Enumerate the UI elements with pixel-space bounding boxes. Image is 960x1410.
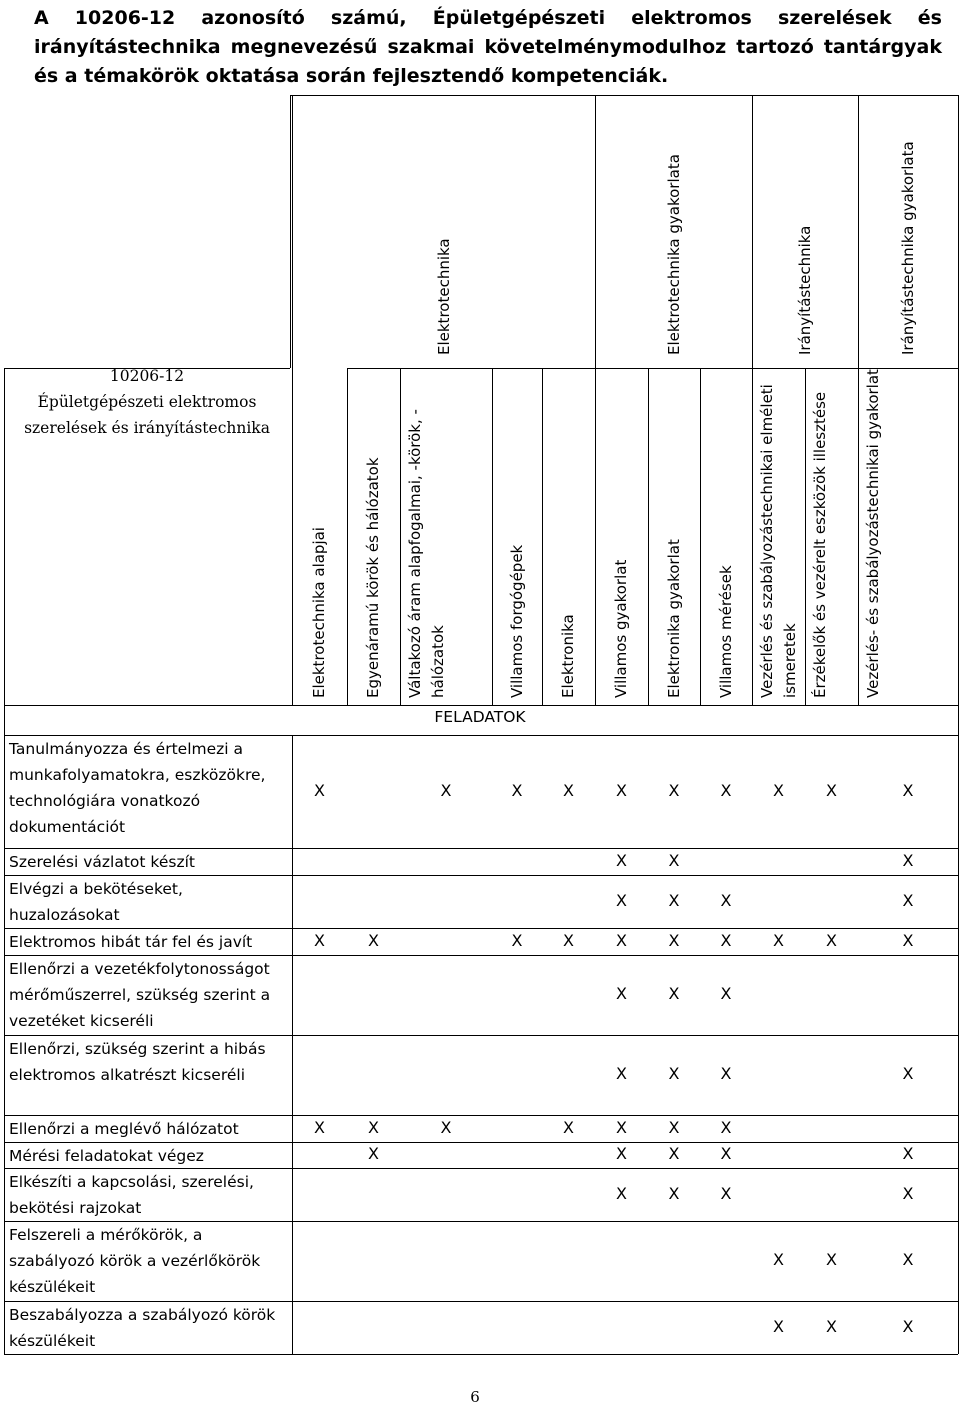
mark-x: X	[720, 930, 732, 950]
subject-label: Irányítástechnika	[796, 225, 814, 355]
mark-x: X	[902, 780, 914, 800]
topic-col-divider	[858, 95, 859, 705]
mark-x: X	[902, 1144, 914, 1163]
mark-x: X	[902, 1183, 914, 1203]
mark-x: X	[616, 930, 627, 950]
module-code: 10206-12	[109, 367, 185, 385]
topic-col-divider	[752, 95, 753, 705]
topic-col-divider	[805, 368, 806, 705]
mark-x: X	[668, 1064, 680, 1083]
module-heading	[4, 363, 290, 441]
header-bottom-border	[4, 705, 958, 706]
topic-label: Villamos gyakorlat	[612, 559, 630, 698]
page-number: 6	[470, 1388, 480, 1406]
topic-label: Villamos forgógépek	[507, 544, 526, 698]
mark-x: X	[563, 930, 574, 950]
task-label: Elvégzi a bekötéseket, huzalozásokat	[9, 880, 183, 924]
mark-x: X	[902, 850, 914, 870]
mark-x: X	[720, 984, 732, 1003]
mark-x: X	[773, 780, 784, 800]
module-name: Épületgépészeti elektromos szerelések és irányítástechnika	[24, 393, 270, 437]
mark-x: X	[616, 890, 627, 910]
task-label: Elektromos hibát tár fel és javít	[9, 933, 253, 951]
task-col-divider	[292, 735, 293, 1354]
mark-x: X	[668, 930, 680, 950]
topic-col-divider	[700, 368, 701, 705]
task-label: Felszereli a mérőkörök, a szabályozó körök a vezérlőkörök készülékeit	[9, 1226, 261, 1296]
mark-x: X	[902, 1064, 914, 1083]
table-border-left	[4, 368, 5, 1354]
module-left-border	[290, 95, 291, 368]
topic-label: Vezérlés- és szabályozástechnikai gyakorlat	[864, 369, 882, 698]
mark-x: X	[720, 1144, 732, 1163]
mark-x: X	[616, 1183, 627, 1203]
mark-x: X	[368, 1117, 379, 1137]
topic-label: Elektronika gyakorlat	[664, 539, 683, 698]
topic-col-divider	[648, 368, 649, 705]
feladatok-label: FELADATOK	[434, 708, 526, 726]
mark-x: X	[563, 1117, 574, 1137]
table-border-right	[958, 95, 959, 1354]
mark-x: X	[563, 780, 574, 800]
topic-col-divider	[400, 368, 401, 705]
topic-col-divider	[292, 95, 293, 705]
mark-x: X	[616, 1144, 627, 1163]
mark-x: X	[616, 850, 627, 870]
mark-x: X	[902, 890, 914, 910]
mark-x: X	[902, 930, 914, 950]
task-label: Tanulmányozza és értelmezi a munkafolyamatokra, eszközökre, technológiára vonatkozó dokumentációt	[9, 740, 266, 836]
mark-x: X	[720, 1183, 732, 1203]
mark-x: X	[826, 930, 837, 950]
table-border-bottom	[4, 1354, 958, 1355]
mark-x: X	[668, 1183, 680, 1203]
mark-x: X	[314, 780, 325, 800]
mark-x: X	[668, 780, 680, 800]
mark-x: X	[440, 780, 452, 800]
task-label: Szerelési vázlatot készít	[9, 853, 195, 871]
task-label: Beszabályozza a szabályozó körök készülékeit	[9, 1306, 276, 1350]
mark-x: X	[720, 1117, 732, 1137]
feladatok-left	[4, 705, 5, 735]
mark-x: X	[616, 780, 627, 800]
task-label: Ellenőrzi a meglévő hálózatot	[9, 1120, 239, 1138]
mark-x: X	[314, 930, 325, 950]
mark-x: X	[368, 1144, 379, 1163]
mark-x: X	[773, 1250, 784, 1269]
mark-x: X	[773, 1316, 784, 1336]
mark-x: X	[773, 930, 784, 950]
mark-x: X	[668, 984, 680, 1003]
task-label: Elkészíti a kapcsolási, szerelési, bekötési rajzokat	[9, 1173, 254, 1217]
topic-label: Váltakozó áram alapfogalmai, -körök, -hálózatok	[406, 409, 447, 698]
mark-x: X	[511, 780, 523, 800]
mark-x: X	[720, 1064, 732, 1083]
mark-x: X	[616, 1064, 627, 1083]
topic-label: Érzékelők és vezérelt eszközök illesztése	[811, 391, 829, 698]
mark-x: X	[902, 1250, 914, 1269]
mark-x: X	[314, 1117, 325, 1137]
topic-col-divider	[492, 368, 493, 705]
task-label: Ellenőrzi a vezetékfolytonosságot mérőműszerrel, szükség szerint a vezetéket kicseréli	[9, 960, 271, 1030]
subject-label: Elektrotechnika	[434, 238, 453, 355]
topic-col-divider	[595, 95, 596, 705]
mark-x: X	[668, 1144, 680, 1163]
mark-x: X	[720, 780, 732, 800]
mark-x: X	[440, 1117, 452, 1137]
mark-x: X	[826, 1316, 837, 1336]
topic-col-divider	[542, 368, 543, 705]
topic-label: Villamos mérések	[716, 565, 735, 698]
mark-x: X	[902, 1316, 914, 1336]
mark-x: X	[368, 930, 379, 950]
mark-x: X	[826, 1250, 837, 1269]
topic-col-divider	[347, 368, 348, 705]
mark-x: X	[511, 930, 523, 950]
mark-x: X	[668, 890, 680, 910]
task-label: Mérési feladatokat végez	[9, 1147, 204, 1165]
page-title: A 10206-12 azonosító számú, Épületgépészeti elektromos szerelések és irányítástechnika megnevezésű szakmai követelménymodulhoz tartozó tantárgyak és a témakörök oktatása során fejlesztendő kompetenciák.	[34, 7, 942, 87]
topic-label: Egyenáramú körök és hálózatok	[364, 457, 382, 698]
subject-label: Irányítástechnika gyakorlata	[899, 141, 917, 355]
subject-label: Elektrotechnika gyakorlata	[664, 154, 683, 355]
mark-x: X	[616, 984, 627, 1003]
mark-x: X	[668, 850, 680, 870]
task-label: Ellenőrzi, szükség szerint a hibás elektromos alkatrészt kicseréli	[9, 1040, 266, 1084]
topic-label: Elektronika	[559, 614, 577, 698]
mark-x: X	[826, 780, 837, 800]
topic-label: Elektrotechnika alapjai	[310, 527, 328, 698]
mark-x: X	[720, 890, 732, 910]
mark-x: X	[616, 1117, 627, 1137]
mark-x: X	[668, 1117, 680, 1137]
topic-label: Vezérlés és szabályozástechnikai elméleti ismeretek	[758, 384, 799, 698]
